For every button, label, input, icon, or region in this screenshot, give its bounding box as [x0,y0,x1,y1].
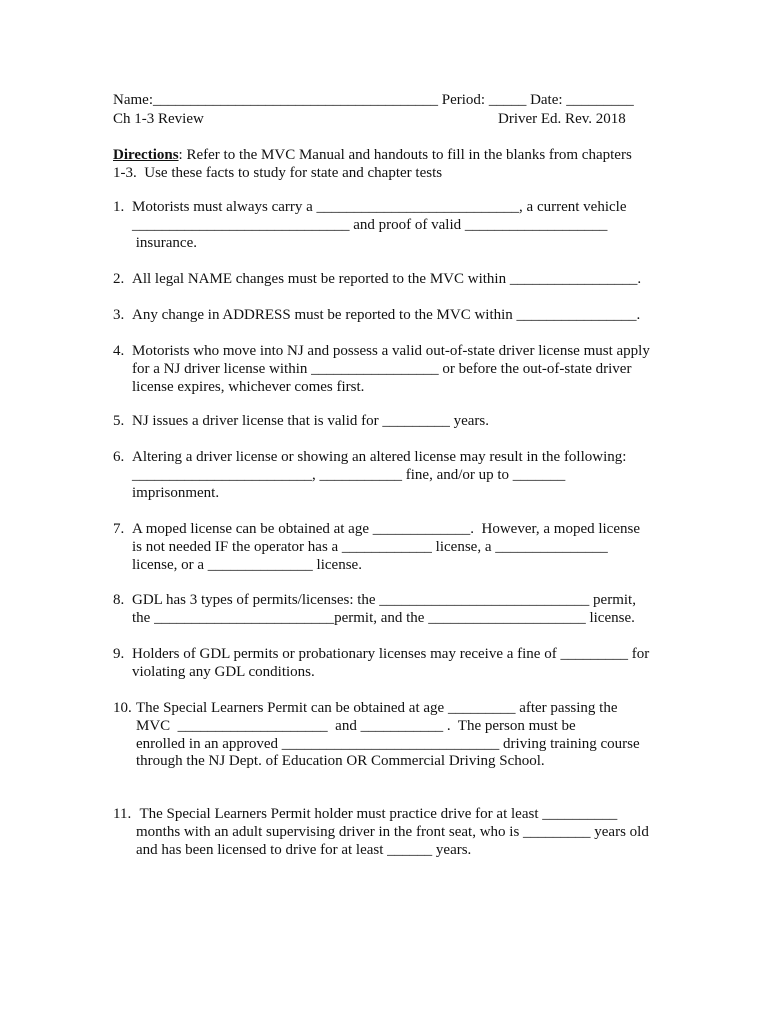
question-line: Holders of GDL permits or probationary licenses may receive a fine of _________ for [132,646,650,662]
question-line: All legal NAME changes must be reported to the MVC within _________________. [132,271,642,287]
question-line: Motorists who move into NJ and possess a valid out-of-state driver license must apply [132,343,650,359]
question-text [132,307,640,325]
question-line: and has been licensed to drive for at least ______ years. [136,841,472,858]
directions-line-1 [113,146,632,164]
question-line: The Special Learners Permit holder must practice drive for at least __________ [136,806,618,822]
question-line: A moped license can be obtained at age _____________. However, a moped license [132,521,640,537]
question-number: 7. [113,521,125,537]
directions-text: : Refer to the MVC Manual and handouts to fill in the blanks from chapters [178,147,632,163]
question-number: 3. [113,307,125,323]
question-line: _____________________________ and proof of valid ___________________ [132,216,608,233]
question-line: through the NJ Dept. of Education OR Commercial Driving School. [136,753,545,770]
question-number: 5. [113,413,125,429]
question-text [132,413,489,431]
question-text [136,806,649,859]
worksheet-title: Ch 1-3 Review [113,111,204,127]
question-text [132,646,649,682]
question-line: GDL has 3 types of permits/licenses: the ____________________________ permit, [132,592,636,608]
question-line: insurance. [132,234,197,251]
question-line: Any change in ADDRESS must be reported to the MVC within ________________. [132,307,641,323]
directions-label: Directions [113,147,179,163]
question-line: Altering a driver license or showing an altered license may result in the following: [132,449,627,465]
question-number: 1. [113,199,125,215]
question-line: violating any GDL conditions. [132,663,315,680]
question-number: 6. [113,449,125,465]
question-text [132,521,640,574]
question-number: 4. [113,343,125,359]
question-text [132,449,626,502]
question-line: the ________________________permit, and the _____________________ license. [132,609,635,626]
name-period-date-line: Name:______________________________________ Period: _____ Date: _________ [113,92,634,108]
question-line: enrolled in an approved _____________________________ driving training course [136,735,640,752]
question-number: 9. [113,646,125,662]
question-line: license expires, whichever comes first. [132,378,365,395]
question-line: is not needed IF the operator has a ____________ license, a _______________ [132,538,608,555]
question-number: 10. [113,700,132,716]
question-line: imprisonment. [132,484,220,501]
question-text [132,343,650,396]
question-line: months with an adult supervising driver in the front seat, who is _________ years old [136,823,649,840]
question-text [136,700,640,771]
question-number: 8. [113,592,125,608]
question-line: MVC ____________________ and ___________ . The person must be [136,717,576,734]
question-line: NJ issues a driver license that is valid for _________ years. [132,413,490,429]
question-text [132,592,636,628]
question-number: 11. [113,806,132,822]
question-number: 2. [113,271,125,287]
question-text [132,271,641,289]
question-line: The Special Learners Permit can be obtained at age _________ after passing the [136,700,618,716]
question-text [132,199,627,252]
directions-line-2: 1-3. Use these facts to study for state and chapter tests [113,165,443,181]
question-line: for a NJ driver license within _________________ or before the out-of-state driver [132,360,632,377]
question-line: license, or a ______________ license. [132,556,362,573]
question-line: Motorists must always carry a ___________________________, a current vehicle [132,199,627,215]
revision-label: Driver Ed. Rev. 2018 [498,111,626,127]
question-line: ________________________, ___________ fine, and/or up to _______ [132,466,566,483]
